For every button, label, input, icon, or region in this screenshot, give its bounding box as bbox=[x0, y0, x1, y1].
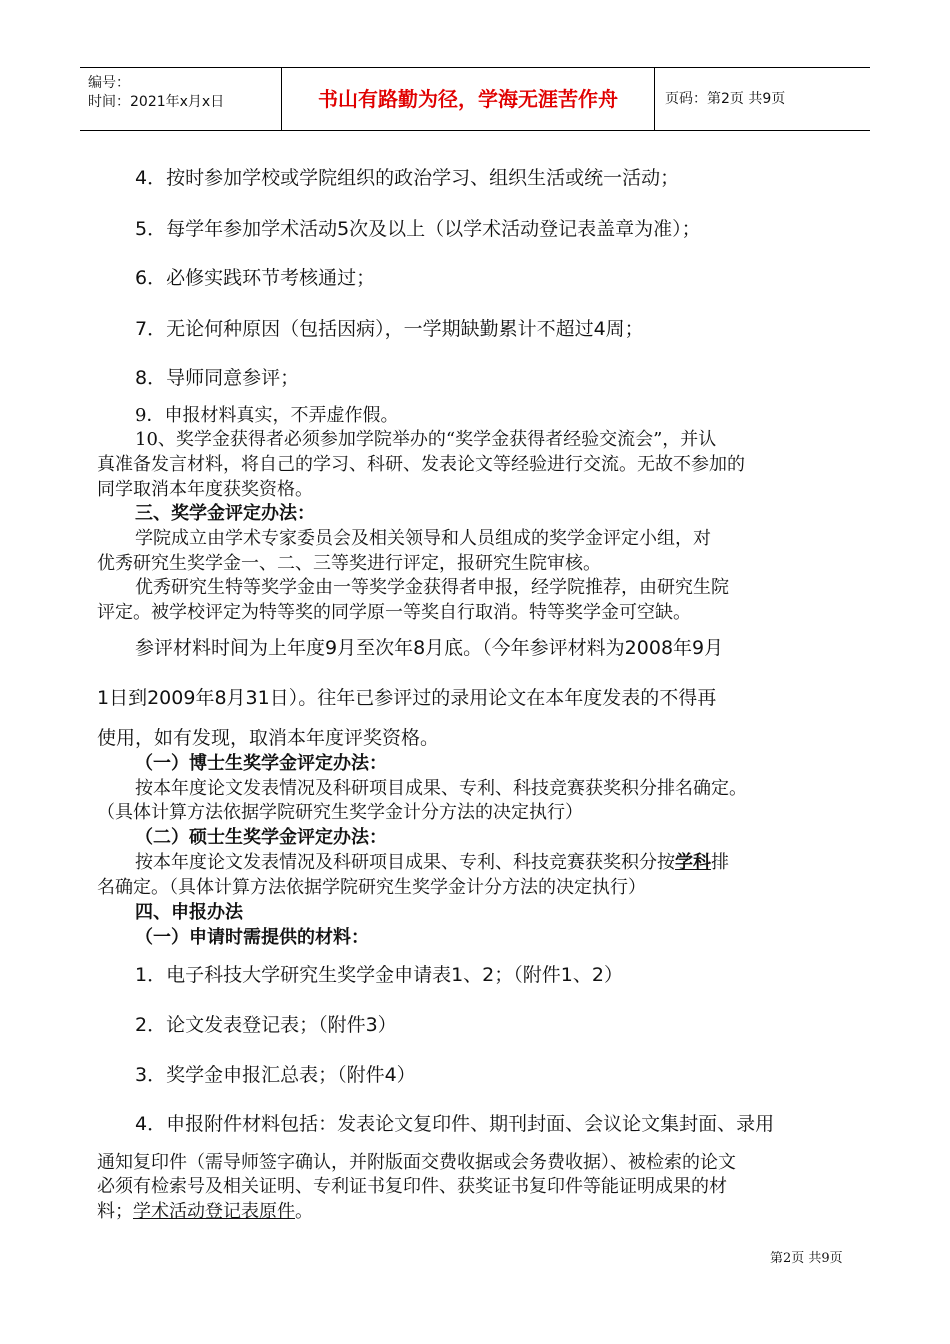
discipline-link[interactable]: 学科 bbox=[675, 852, 711, 873]
subheading-doctoral: （一）博士生奖学金评定办法： bbox=[135, 753, 387, 774]
criteria-item-9: 9．申报材料真实，不弄虚作假。 bbox=[135, 405, 399, 426]
materials-item-4-line1: 4．申报附件材料包括：发表论文复印件、期刊封面、会议论文集封面、录用 bbox=[135, 1113, 775, 1135]
para-special-line1: 优秀研究生特等奖学金由一等奖学金获得者申报，经学院推荐，由研究生院 bbox=[135, 577, 729, 598]
criteria-item-7: 7．无论何种原因（包括因病），一学期缺勤累计不超过4周； bbox=[135, 318, 644, 340]
section-heading-4: 四、申报办法 bbox=[135, 902, 243, 923]
materials-text-end: 。 bbox=[295, 1201, 313, 1222]
header-page-number: 页码：第2页 共9页 bbox=[665, 91, 786, 107]
para-masters-line2: 名确定。（具体计算方法依据学院研究生奖学金计分方法的决定执行） bbox=[97, 877, 646, 898]
criteria-item-4: 4．按时参加学校或学院组织的政治学习、组织生活或统一活动； bbox=[135, 167, 680, 189]
criteria-item-5: 5．每学年参加学术活动5次及以上（以学术活动登记表盖章为准）； bbox=[135, 218, 701, 240]
materials-text: 料； bbox=[97, 1201, 133, 1222]
header-motto: 书山有路勤为径，学海无涯苦作舟 bbox=[282, 68, 655, 130]
subheading-masters: （二）硕士生奖学金评定办法： bbox=[135, 827, 387, 848]
criteria-item-8: 8．导师同意参评； bbox=[135, 367, 300, 389]
materials-item-4-line3: 必须有检索号及相关证明、专利证书复印件、获奖证书复印件等能证明成果的材 bbox=[97, 1176, 727, 1197]
header-time: 时间：2021年x月x日 bbox=[88, 94, 225, 110]
para-period-line2: 1日到2009年8月31日）。往年已参评过的录用论文在本年度发表的不得再 bbox=[97, 687, 717, 709]
section-heading-3: 三、奖学金评定办法： bbox=[135, 503, 315, 524]
materials-item-4-line4 bbox=[97, 1201, 313, 1223]
para-masters-text: 按本年度论文发表情况及科研项目成果、专利、科技竞赛获奖积分按 bbox=[135, 852, 675, 873]
criteria-item-10-line2: 真准备发言材料，将自己的学习、科研、发表论文等经验进行交流。无故不参加的 bbox=[97, 454, 745, 475]
materials-item-1: 1．电子科技大学研究生奖学金申请表1、2；（附件1、2） bbox=[135, 964, 623, 986]
materials-item-2: 2．论文发表登记表；（附件3） bbox=[135, 1014, 397, 1036]
materials-item-3: 3．奖学金申报汇总表；（附件4） bbox=[135, 1064, 416, 1086]
para-special-line2: 评定。被学校评定为特等奖的同学原一等奖自行取消。特等奖学金可空缺。 bbox=[97, 602, 691, 623]
header-meta-cell bbox=[80, 68, 282, 130]
para-period-line3: 使用，如有发现，取消本年度评奖资格。 bbox=[97, 727, 440, 749]
activity-form-link[interactable]: 学术活动登记表原件 bbox=[133, 1201, 295, 1222]
para-masters-text-end: 排 bbox=[711, 852, 729, 873]
para-committee-line1: 学院成立由学术专家委员会及相关领导和人员组成的奖学金评定小组，对 bbox=[135, 528, 711, 549]
page-footer: 第2页 共9页 bbox=[770, 1251, 843, 1266]
header-number: 编号： bbox=[88, 75, 130, 91]
para-period-line1: 参评材料时间为上年度9月至次年8月底。（今年参评材料为2008年9月 bbox=[135, 637, 724, 659]
para-doctoral-line1: 按本年度论文发表情况及科研项目成果、专利、科技竞赛获奖积分排名确定。 bbox=[135, 778, 747, 799]
materials-item-4-line2: 通知复印件（需导师签字确认，并附版面交费收据或会务费收据）、被检索的论文 bbox=[97, 1152, 736, 1173]
criteria-item-6: 6．必修实践环节考核通过； bbox=[135, 267, 376, 289]
para-committee-line2: 优秀研究生奖学金一、二、三等奖进行评定，报研究生院审核。 bbox=[97, 553, 601, 574]
criteria-item-10-line1: 10、奖学金获得者必须参加学院举办的“奖学金获得者经验交流会”，并认 bbox=[135, 429, 717, 450]
subheading-materials: （一）申请时需提供的材料： bbox=[135, 927, 369, 948]
criteria-item-10-line3: 同学取消本年度获奖资格。 bbox=[97, 479, 313, 500]
para-masters-line1 bbox=[135, 852, 729, 874]
para-doctoral-line2: （具体计算方法依据学院研究生奖学金计分方法的决定执行） bbox=[97, 802, 583, 823]
page-header bbox=[80, 67, 870, 131]
